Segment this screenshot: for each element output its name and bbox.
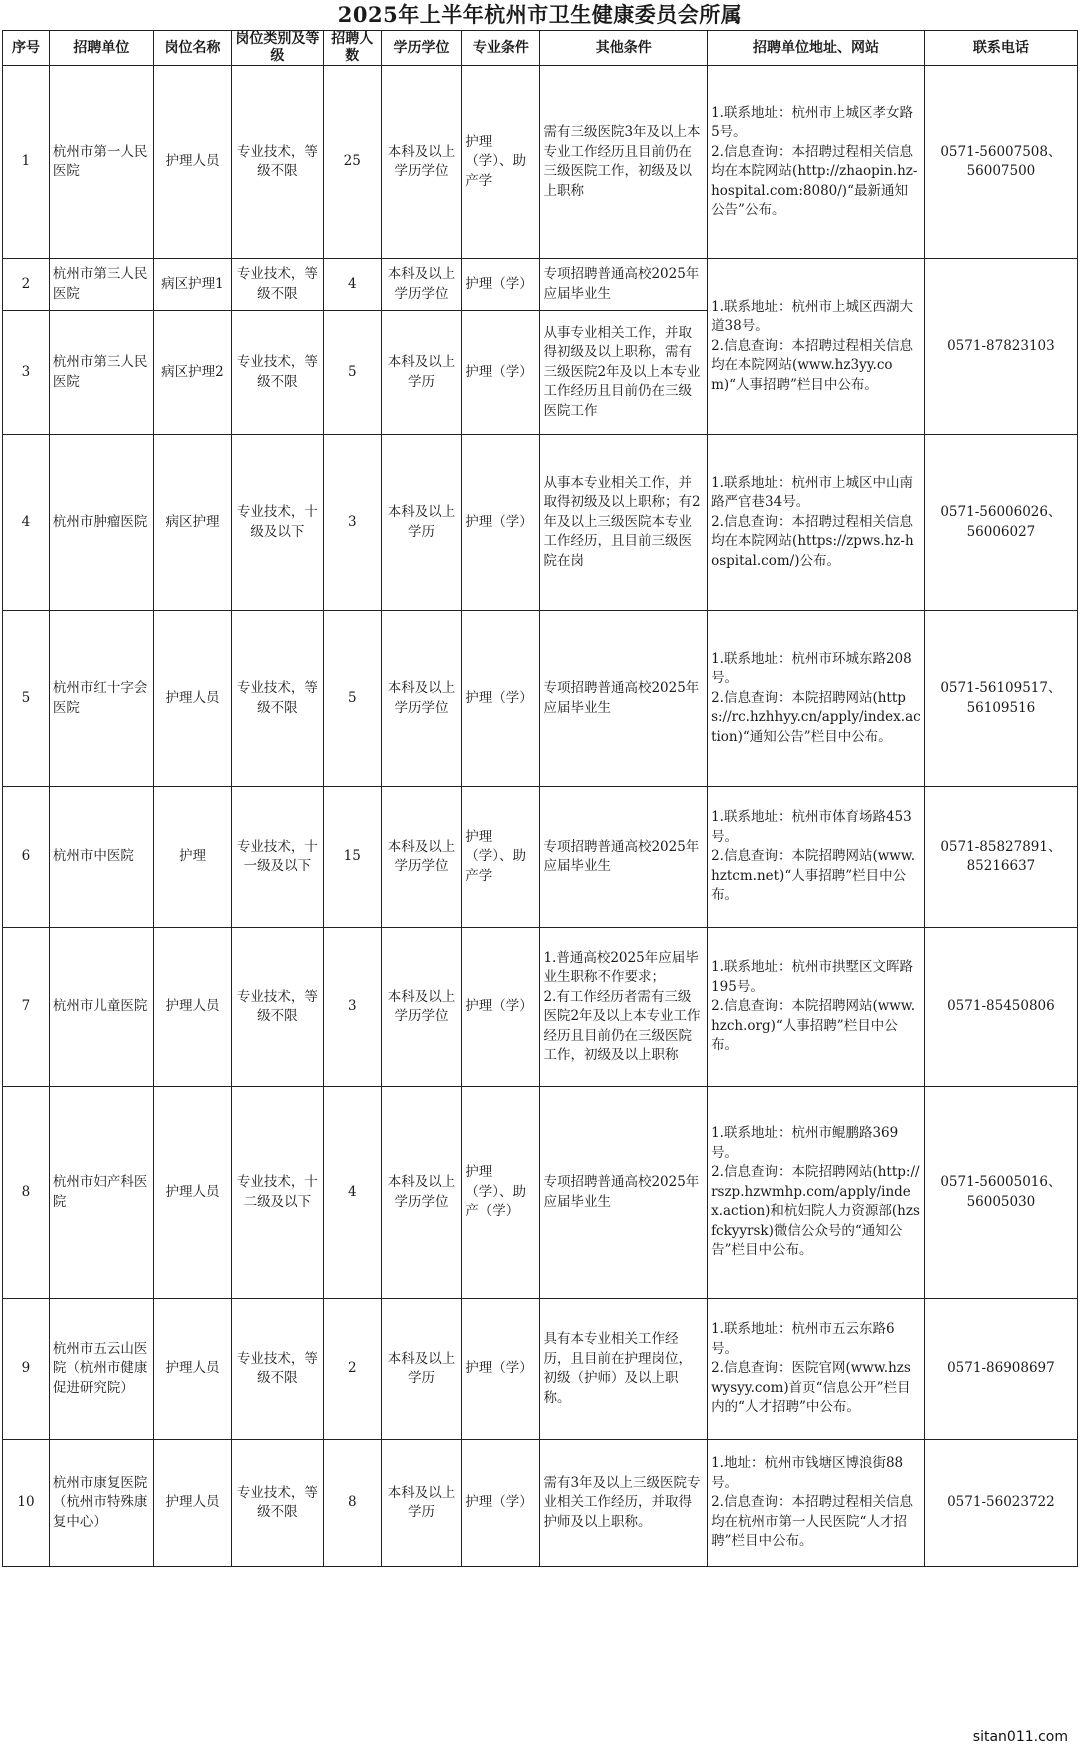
unit-name: 杭州市第一人民医院 [49, 66, 153, 259]
major-requirement: 护理（学） [462, 928, 540, 1087]
other-requirement: 从事专业相关工作，并取得初级及以上职称，需有三级医院2年及以上本专业工作经历且目前仍在三级医院工作 [540, 311, 708, 435]
table-row [3, 787, 1078, 928]
recruit-count: 5 [323, 311, 381, 435]
unit-name: 杭州市第三人民医院 [49, 311, 153, 435]
education: 本科及以上学历学位 [381, 611, 461, 787]
row-number: 10 [3, 1440, 50, 1567]
post-name: 护理人员 [153, 66, 231, 259]
header-post: 岗位名称 [153, 31, 231, 66]
recruit-count: 3 [323, 435, 381, 611]
row-number: 3 [3, 311, 50, 435]
post-category: 专业技术，十一级及以下 [232, 787, 324, 928]
post-name: 病区护理1 [153, 259, 231, 311]
major-requirement: 护理（学） [462, 311, 540, 435]
other-requirement: 专项招聘普通高校2025年应届毕业生 [540, 1087, 708, 1299]
recruit-count: 3 [323, 928, 381, 1087]
unit-address: 1.联系地址：杭州市上城区孝女路5号。 2.信息查询：本招聘过程相关信息均在本院网站(http://zhaopin.hz-hospital.com:8080/)“最新通知公告”公布。 [708, 66, 925, 259]
unit-name: 杭州市康复医院（杭州市特殊康复中心） [49, 1440, 153, 1567]
row-number: 2 [3, 259, 50, 311]
row-number: 5 [3, 611, 50, 787]
contact-phone: 0571-56109517、56109516 [924, 611, 1077, 787]
contact-phone: 0571-56007508、56007500 [924, 66, 1077, 259]
contact-phone: 0571-87823103 [924, 259, 1077, 435]
recruit-count: 5 [323, 611, 381, 787]
post-category: 专业技术，等级不限 [232, 1299, 324, 1440]
recruit-count: 4 [323, 1087, 381, 1299]
education: 本科及以上学历学位 [381, 66, 461, 259]
post-name: 护理 [153, 787, 231, 928]
header-education: 学历学位 [381, 31, 461, 66]
post-name: 护理人员 [153, 1087, 231, 1299]
post-category: 专业技术，等级不限 [232, 928, 324, 1087]
post-category: 专业技术，等级不限 [232, 1440, 324, 1567]
unit-name: 杭州市五云山医院（杭州市健康促进研究院） [49, 1299, 153, 1440]
unit-address: 1.联系地址：杭州市体育场路453号。 2.信息查询：本院招聘网站(www.hztcm.net)“人事招聘”栏目中公布。 [708, 787, 925, 928]
contact-phone: 0571-86908697 [924, 1299, 1077, 1440]
unit-address: 1.地址：杭州市钱塘区博浪街88号。 2.信息查询：本招聘过程相关信息均在杭州市第一人民医院“人才招聘”栏目中公布。 [708, 1440, 925, 1567]
contact-phone: 0571-56023722 [924, 1440, 1077, 1567]
contact-phone: 0571-85450806 [924, 928, 1077, 1087]
table-row [3, 259, 1078, 311]
unit-address: 1.联系地址：杭州市鲲鹏路369号。 2.信息查询：本院招聘网站(http://rszp.hzwmhp.com/apply/index.action)和杭妇院人力资源部(hzsfckyyrsk)微信公众号的“通知公告”栏目中公布。 [708, 1087, 925, 1299]
other-requirement: 专项招聘普通高校2025年应届毕业生 [540, 259, 708, 311]
post-category: 专业技术，十级及以下 [232, 435, 324, 611]
recruitment-table [2, 30, 1078, 1567]
header-no: 序号 [3, 31, 50, 66]
post-category: 专业技术，等级不限 [232, 311, 324, 435]
row-number: 8 [3, 1087, 50, 1299]
contact-phone: 0571-56005016、56005030 [924, 1087, 1077, 1299]
education: 本科及以上学历 [381, 1440, 461, 1567]
row-number: 7 [3, 928, 50, 1087]
header-major: 专业条件 [462, 31, 540, 66]
other-requirement: 需有3年及以上三级医院专业相关工作经历，并取得护师及以上职称。 [540, 1440, 708, 1567]
education: 本科及以上学历 [381, 1299, 461, 1440]
recruit-count: 15 [323, 787, 381, 928]
unit-address: 1.联系地址：杭州市上城区西湖大道38号。 2.信息查询：本招聘过程相关信息均在本院网站(www.hz3yy.com)“人事招聘”栏目中公布。 [708, 259, 925, 435]
table-row [3, 66, 1078, 259]
page-title: 2025年上半年杭州市卫生健康委员会所属 [337, 2, 743, 27]
post-category: 专业技术，等级不限 [232, 611, 324, 787]
header-unit: 招聘单位 [49, 31, 153, 66]
unit-address: 1.联系地址：杭州市上城区中山南路严官巷34号。 2.信息查询：本招聘过程相关信息均在本院网站(https://zpws.hz-hospital.com/)公布。 [708, 435, 925, 611]
recruit-count: 25 [323, 66, 381, 259]
other-requirement: 专项招聘普通高校2025年应届毕业生 [540, 787, 708, 928]
post-name: 护理人员 [153, 611, 231, 787]
row-number: 6 [3, 787, 50, 928]
table-row [3, 611, 1078, 787]
education: 本科及以上学历学位 [381, 787, 461, 928]
header-count: 招聘人数 [323, 31, 381, 66]
unit-name: 杭州市中医院 [49, 787, 153, 928]
education: 本科及以上学历学位 [381, 1087, 461, 1299]
row-number: 1 [3, 66, 50, 259]
other-requirement: 需有三级医院3年及以上本专业工作经历且目前仍在三级医院工作，初级及以上职称 [540, 66, 708, 259]
other-requirement: 从事本专业相关工作，并取得初级及以上职称；有2年及以上三级医院本专业工作经历，且目前三级医院在岗 [540, 435, 708, 611]
unit-address: 1.联系地址：杭州市五云东路6号。 2.信息查询：医院官网(www.hzswysyy.com)首页“信息公开”栏目内的“人才招聘”中公布。 [708, 1299, 925, 1440]
major-requirement: 护理（学） [462, 259, 540, 311]
unit-address: 1.联系地址：杭州市拱墅区文晖路195号。 2.信息查询：本院招聘网站(www.hzch.org)“人事招聘”栏目中公布。 [708, 928, 925, 1087]
table-row [3, 1299, 1078, 1440]
header-address: 招聘单位地址、网站 [708, 31, 925, 66]
contact-phone: 0571-56006026、56006027 [924, 435, 1077, 611]
header-category: 岗位类别及等级 [232, 31, 324, 66]
unit-name: 杭州市儿童医院 [49, 928, 153, 1087]
header-phone: 联系电话 [924, 31, 1077, 66]
unit-name: 杭州市红十字会医院 [49, 611, 153, 787]
education: 本科及以上学历 [381, 435, 461, 611]
watermark: sitan011.com [972, 1729, 1068, 1745]
other-requirement: 具有本专业相关工作经历，且目前在护理岗位，初级（护师）及以上职称。 [540, 1299, 708, 1440]
header-other: 其他条件 [540, 31, 708, 66]
recruit-count: 8 [323, 1440, 381, 1567]
table-header-row [3, 31, 1078, 66]
unit-name: 杭州市妇产科医院 [49, 1087, 153, 1299]
other-requirement: 专项招聘普通高校2025年应届毕业生 [540, 611, 708, 787]
post-category: 专业技术，等级不限 [232, 259, 324, 311]
table-row [3, 928, 1078, 1087]
post-name: 护理人员 [153, 1440, 231, 1567]
education: 本科及以上学历学位 [381, 259, 461, 311]
recruit-count: 2 [323, 1299, 381, 1440]
table-row [3, 435, 1078, 611]
major-requirement: 护理（学）、助产（学） [462, 1087, 540, 1299]
major-requirement: 护理（学）、助产学 [462, 66, 540, 259]
major-requirement: 护理（学） [462, 435, 540, 611]
unit-address: 1.联系地址：杭州市环城东路208号。 2.信息查询：本院招聘网站(https://rc.hzhhyy.cn/apply/index.action)“通知公告”栏目中公布。 [708, 611, 925, 787]
post-category: 专业技术，等级不限 [232, 66, 324, 259]
other-requirement: 1.普通高校2025年应届毕业生职称不作要求； 2.有工作经历者需有三级医院2年及以上本专业工作经历且目前仍在三级医院工作，初级及以上职称 [540, 928, 708, 1087]
post-name: 护理人员 [153, 1299, 231, 1440]
recruit-count: 4 [323, 259, 381, 311]
major-requirement: 护理（学） [462, 611, 540, 787]
post-category: 专业技术，十二级及以下 [232, 1087, 324, 1299]
post-name: 病区护理2 [153, 311, 231, 435]
post-name: 护理人员 [153, 928, 231, 1087]
education: 本科及以上学历学位 [381, 928, 461, 1087]
row-number: 9 [3, 1299, 50, 1440]
major-requirement: 护理（学） [462, 1299, 540, 1440]
table-row [3, 1440, 1078, 1567]
row-number: 4 [3, 435, 50, 611]
table-row [3, 1087, 1078, 1299]
major-requirement: 护理（学） [462, 1440, 540, 1567]
contact-phone: 0571-85827891、85216637 [924, 787, 1077, 928]
education: 本科及以上学历 [381, 311, 461, 435]
major-requirement: 护理（学）、助产学 [462, 787, 540, 928]
unit-name: 杭州市肿瘤医院 [49, 435, 153, 611]
unit-name: 杭州市第三人民医院 [49, 259, 153, 311]
post-name: 病区护理 [153, 435, 231, 611]
